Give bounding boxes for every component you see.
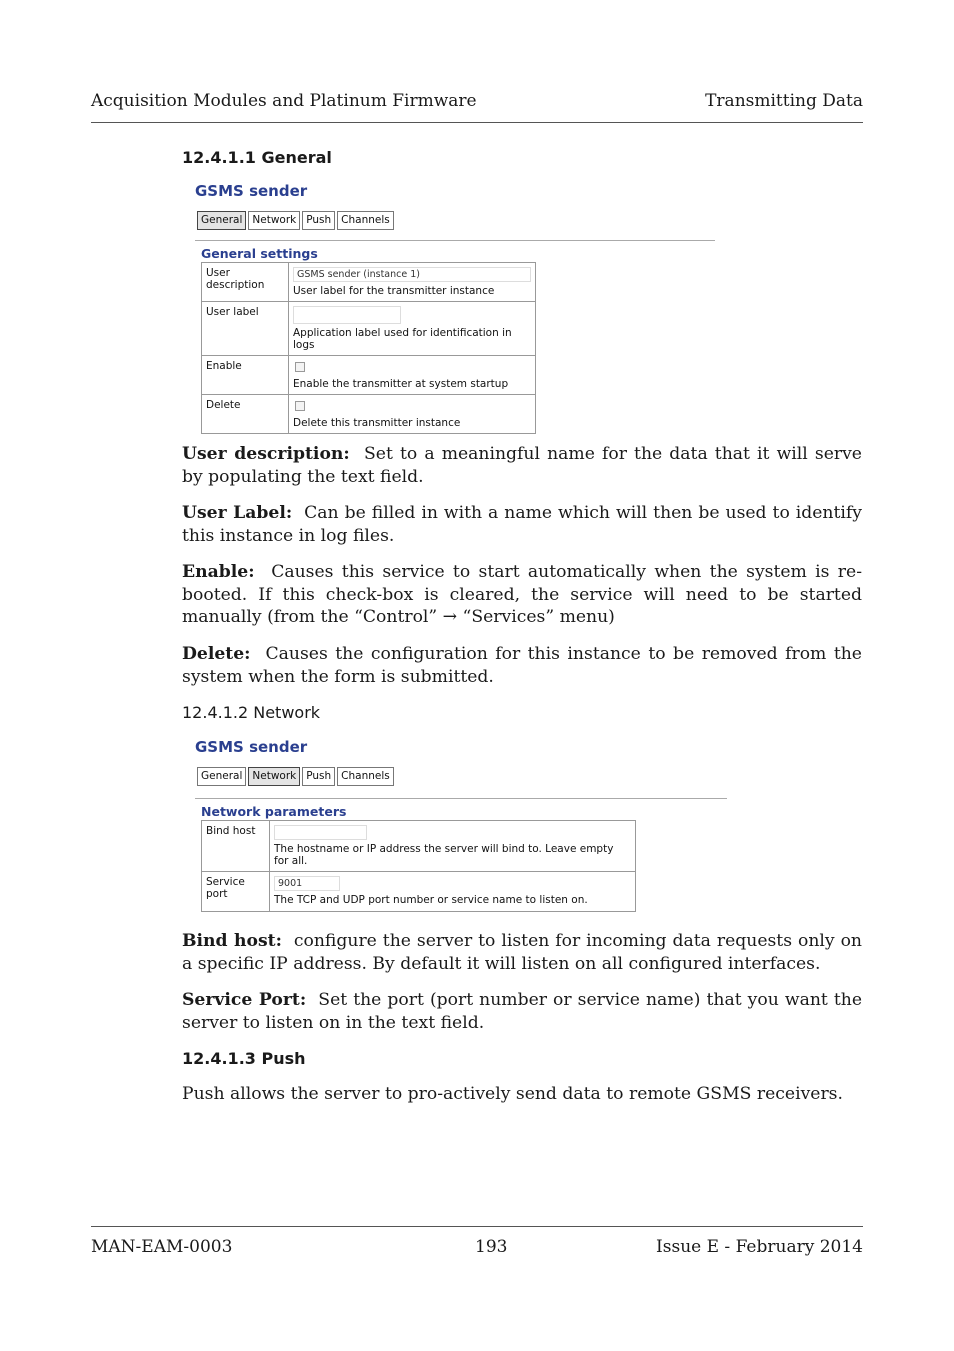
term: Delete: [182,644,251,664]
term: User Label: [182,503,293,523]
field-help: The TCP and UDP port number or service name to listen on. [274,894,588,906]
bind-host-input[interactable] [274,825,367,840]
tab-bar [197,211,715,230]
service-port-input[interactable]: 9001 [274,876,340,891]
field-help: User label for the transmitter instance [293,285,495,297]
delete-checkbox[interactable] [295,401,305,411]
tab-channels[interactable]: Channels [337,211,394,230]
term: Bind host: [182,931,282,951]
user-description-input[interactable]: GSMS sender (instance 1) [293,267,531,282]
field-help: Delete this transmitter instance [293,417,461,429]
section-heading-network: 12.4.1.2 Network [182,703,321,722]
user-label-input[interactable] [293,306,401,324]
issue-date: Issue E - February 2014 [656,1237,863,1257]
field-help: Application label used for identification in logs [293,327,512,351]
paragraph-delete: Delete: Causes the configuration for this instance to be removed from the system when the form is submitted. [182,644,862,687]
paragraph-service-port: Service Port: Set the port (port number or service name) that you want the server to listen on in the text field. [182,990,863,1033]
tab-general[interactable]: General [197,767,246,786]
field-help: Enable the transmitter at system startup [293,378,509,390]
paragraph-bind-host: Bind host: configure the server to listen for incoming data requests only on a specific IP address. By default it will listen on all configured interfaces. [182,931,862,974]
running-header-chapter: Transmitting Data [705,91,863,111]
table-row [202,356,536,395]
field-label: Service port [202,872,270,912]
network-parameters-screenshot [195,738,727,912]
panel-divider [195,240,715,241]
section-heading-push: 12.4.1.3 Push [182,1049,306,1068]
field-label: Bind host [202,821,270,872]
panel-title: GSMS sender [195,182,308,200]
paragraph-enable: Enable: Causes this service to start automatically when the system is re-booted. If this check-box is cleared, the service will need to be started manually (from the “Control” → “Services” menu) [182,562,862,627]
running-header-title: Acquisition Modules and Platinum Firmware [91,91,477,111]
section-heading-general: 12.4.1.1 General [182,148,332,167]
table-row [202,872,636,912]
table-row [202,263,536,302]
tab-bar [197,767,727,786]
enable-checkbox[interactable] [295,362,305,372]
tab-channels[interactable]: Channels [337,767,394,786]
tab-push[interactable]: Push [302,767,335,786]
tab-network[interactable]: Network [248,767,300,786]
table-row [202,821,636,872]
field-label: Delete [202,395,289,434]
term: Service Port: [182,990,307,1010]
general-settings-table [201,262,536,434]
paragraph-push: Push allows the server to pro-actively send data to remote GSMS receivers. [182,1084,843,1104]
field-label: Enable [202,356,289,395]
header-divider [91,122,863,123]
general-settings-screenshot [195,182,715,434]
tab-push[interactable]: Push [302,211,335,230]
paragraph-user-description: User description: Set to a meaningful name for the data that it will serve by populating the text field. [182,444,862,487]
tab-network[interactable]: Network [248,211,300,230]
page-number: 193 [475,1237,508,1257]
field-help: The hostname or IP address the server will bind to. Leave empty for all. [274,843,614,867]
network-parameters-table [201,820,636,912]
term: User description: [182,444,350,464]
panel-title: GSMS sender [195,738,308,756]
panel-divider [195,798,727,799]
term: Enable: [182,562,255,582]
table-row [202,302,536,356]
field-label: User description [202,263,289,302]
section-title: Network parameters [201,804,347,819]
tab-general[interactable]: General [197,211,246,230]
paragraph-user-label: User Label: Can be filled in with a name which will then be used to identify this instance in log files. [182,503,862,546]
document-number: MAN-EAM-0003 [91,1237,233,1257]
table-row [202,395,536,434]
section-title: General settings [201,246,318,261]
footer-divider [91,1226,863,1227]
field-label: User label [202,302,289,356]
